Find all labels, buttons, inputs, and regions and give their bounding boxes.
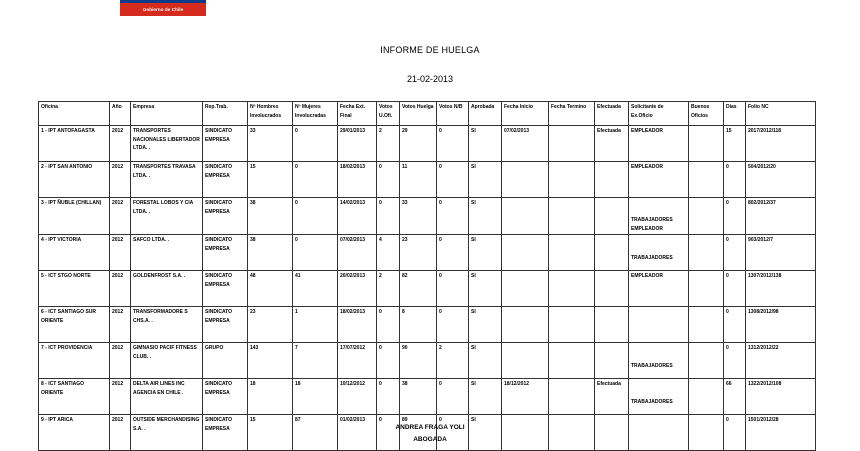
requester-top: EMPLEADOR <box>631 164 663 170</box>
company-cell: TRANSPORTES TRAVASA LTDA. . <box>131 162 203 198</box>
year-cell: 2012 <box>110 126 131 162</box>
men-count-cell: 38 <box>248 235 293 271</box>
year-cell: 2012 <box>110 415 131 451</box>
end-date-cell <box>549 271 595 307</box>
requester-top: EMPLEADOR <box>631 273 663 280</box>
folio-cell: 903/2012/7 <box>746 235 816 271</box>
strike-votes-cell: 90 <box>400 343 437 379</box>
blank-votes-cell: 0 <box>437 126 469 162</box>
final-extension-date-cell: 29/01/2013 <box>338 126 377 162</box>
table-row <box>39 126 816 162</box>
column-header: Oficina <box>39 102 110 126</box>
column-header: Nº Hombres Involucrados <box>248 102 293 126</box>
column-header: Votos N/B <box>437 102 469 126</box>
folio-cell: 802/2012/37 <box>746 198 816 235</box>
office-cell: 8 - ICT SANTIAGO ORIENTE <box>39 379 110 415</box>
folio-cell: 1322/2012/108 <box>746 379 816 415</box>
requester-top <box>631 308 686 317</box>
executed-cell <box>595 415 629 451</box>
good-offices-cell <box>689 271 724 307</box>
official-votes-cell: 0 <box>377 343 400 379</box>
year-cell: 2012 <box>110 307 131 343</box>
end-date-cell <box>549 198 595 235</box>
column-header: Solicitante de Ex.Oficio <box>629 102 689 126</box>
days-cell: 0 <box>724 235 746 271</box>
women-count-cell: 0 <box>293 126 338 162</box>
blank-votes-cell: 0 <box>437 162 469 198</box>
strike-votes-cell: 8 <box>400 307 437 343</box>
men-count-cell: 18 <box>248 379 293 415</box>
women-count-cell: 18 <box>293 379 338 415</box>
folio-cell: 2017/2012/118 <box>746 126 816 162</box>
column-header: Empresa <box>131 102 203 126</box>
worker-rep-cell: SINDICATO EMPRESA <box>203 162 248 198</box>
good-offices-cell <box>689 379 724 415</box>
logo-red-band <box>120 3 206 16</box>
requester-cell <box>629 235 689 271</box>
worker-rep-cell: GRUPO <box>203 343 248 379</box>
days-cell: 0 <box>724 343 746 379</box>
start-date-cell <box>502 415 549 451</box>
good-offices-cell <box>689 162 724 198</box>
worker-rep-cell: SINDICATO EMPRESA <box>203 415 248 451</box>
gobierno-de-chile-logo <box>120 0 206 16</box>
table-row <box>39 235 816 271</box>
requester-cell <box>629 162 689 198</box>
women-count-cell: 0 <box>293 198 338 235</box>
requester-cell <box>629 126 689 162</box>
start-date-cell: 07/02/2013 <box>502 126 549 162</box>
strike-report-table <box>38 101 816 451</box>
good-offices-cell <box>689 126 724 162</box>
good-offices-cell <box>689 343 724 379</box>
column-header: Fecha Inicio <box>502 102 549 126</box>
final-extension-date-cell: 01/02/2013 <box>338 415 377 451</box>
executed-cell <box>595 307 629 343</box>
start-date-cell: 18/12/2012 <box>502 379 549 415</box>
table-body <box>39 126 816 451</box>
year-cell: 2012 <box>110 379 131 415</box>
requester-bottom: TRABAJADORES <box>631 254 673 261</box>
start-date-cell <box>502 162 549 198</box>
good-offices-cell <box>689 307 724 343</box>
year-cell: 2012 <box>110 271 131 307</box>
signatory-name: ANDREA FRAGA YOLI <box>395 424 465 431</box>
executed-cell <box>595 198 629 235</box>
requester-cell <box>629 198 689 235</box>
good-offices-cell <box>689 198 724 235</box>
days-cell: 0 <box>724 307 746 343</box>
requester-top <box>631 380 686 389</box>
requester-top <box>631 236 686 245</box>
column-header: Aprobada <box>469 102 502 126</box>
end-date-cell <box>549 235 595 271</box>
company-cell: TRANSFORMADORE S CHS.A. . <box>131 307 203 343</box>
final-extension-date-cell: 07/02/2013 <box>338 235 377 271</box>
folio-cell: 1312/2012/22 <box>746 343 816 379</box>
office-cell: 2 - IPT SAN ANTONIO <box>39 162 110 198</box>
start-date-cell <box>502 198 549 235</box>
approved-cell: SI <box>469 307 502 343</box>
worker-rep-cell: SINDICATO EMPRESA <box>203 235 248 271</box>
strike-votes-cell: 82 <box>400 271 437 307</box>
strike-votes-cell: 89 <box>400 415 437 451</box>
office-cell: 6 - ICT SANTIAGO SUR ORIENTE <box>39 307 110 343</box>
start-date-cell <box>502 343 549 379</box>
good-offices-cell <box>689 415 724 451</box>
worker-rep-cell: SINDICATO EMPRESA <box>203 271 248 307</box>
company-cell: TRANSPORTES NACIONALES LIBERTADOR LTDA. . <box>131 126 203 162</box>
official-votes-cell: 2 <box>377 126 400 162</box>
executed-cell <box>595 271 629 307</box>
table-row <box>39 379 816 415</box>
approved-cell: SI <box>469 271 502 307</box>
company-cell: GOLDENFROST S.A. . <box>131 271 203 307</box>
strike-votes-cell: 29 <box>400 126 437 162</box>
blank-votes-cell: 0 <box>437 379 469 415</box>
end-date-cell <box>549 379 595 415</box>
year-cell: 2012 <box>110 343 131 379</box>
approved-cell: SI <box>469 126 502 162</box>
men-count-cell: 23 <box>248 307 293 343</box>
end-date-cell <box>549 307 595 343</box>
men-count-cell: 48 <box>248 271 293 307</box>
official-votes-cell: 0 <box>377 415 400 451</box>
worker-rep-cell: SINDICATO EMPRESA <box>203 198 248 235</box>
men-count-cell: 15 <box>248 162 293 198</box>
folio-cell: 1308/2012/98 <box>746 307 816 343</box>
official-votes-cell: 0 <box>377 198 400 235</box>
start-date-cell <box>502 235 549 271</box>
executed-cell: Efectuada <box>595 126 629 162</box>
office-cell: 1 - IPT ANTOFAGASTA <box>39 126 110 162</box>
final-extension-date-cell: 20/02/2013 <box>338 271 377 307</box>
good-offices-cell <box>689 235 724 271</box>
executed-cell: Efectuada <box>595 379 629 415</box>
worker-rep-cell: SINDICATO EMPRESA <box>203 307 248 343</box>
days-cell: 0 <box>724 198 746 235</box>
year-cell: 2012 <box>110 162 131 198</box>
column-header: Año <box>110 102 131 126</box>
strike-votes-cell: 23 <box>400 235 437 271</box>
blank-votes-cell: 0 <box>437 307 469 343</box>
requester-cell <box>629 271 689 307</box>
approved-cell: SI <box>469 162 502 198</box>
start-date-cell <box>502 307 549 343</box>
column-header: Rep.Trab. <box>203 102 248 126</box>
table-header-row <box>39 102 816 126</box>
requester-cell <box>629 343 689 379</box>
days-cell: 66 <box>724 379 746 415</box>
table-row <box>39 271 816 307</box>
approved-cell: SI <box>469 198 502 235</box>
final-extension-date-cell: 18/02/2013 <box>338 307 377 343</box>
official-votes-cell: 0 <box>377 379 400 415</box>
final-extension-date-cell: 17/07/2012 <box>338 343 377 379</box>
column-header: Folio NC <box>746 102 816 126</box>
requester-bottom: TRABAJADORES EMPLEADOR <box>631 217 673 232</box>
year-cell: 2012 <box>110 235 131 271</box>
office-cell: 3 - IPT ÑUBLE (CHILLAN) <box>39 198 110 235</box>
final-extension-date-cell: 10/12/2012 <box>338 379 377 415</box>
official-votes-cell: 2 <box>377 271 400 307</box>
women-count-cell: 7 <box>293 343 338 379</box>
days-cell: 0 <box>724 271 746 307</box>
company-cell: GIMNASIO PACIF FITNESS CLUB. . <box>131 343 203 379</box>
official-votes-cell: 4 <box>377 235 400 271</box>
office-cell: 9 - IPT ARICA <box>39 415 110 451</box>
requester-top <box>631 344 686 353</box>
requester-cell <box>629 307 689 343</box>
executed-cell <box>595 235 629 271</box>
end-date-cell <box>549 343 595 379</box>
worker-rep-cell: SINDICATO EMPRESA <box>203 126 248 162</box>
column-header: Nº Mujeres Involucradas <box>293 102 338 126</box>
days-cell: 15 <box>724 126 746 162</box>
column-header: Buenos Oficios <box>689 102 724 126</box>
requester-cell <box>629 379 689 415</box>
women-count-cell: 0 <box>293 235 338 271</box>
company-cell: SAFCO LTDA. . <box>131 235 203 271</box>
requester-bottom: TRABAJADORES <box>631 362 673 369</box>
blank-votes-cell: 0 <box>437 235 469 271</box>
blank-votes-cell: 2 <box>437 343 469 379</box>
men-count-cell: 15 <box>248 415 293 451</box>
table-row <box>39 415 816 451</box>
women-count-cell: 0 <box>293 162 338 198</box>
column-header: Fecha Ext. Final <box>338 102 377 126</box>
report-title: INFORME DE HUELGA <box>380 45 480 55</box>
column-header: Votos U.Ofi. <box>377 102 400 126</box>
start-date-cell <box>502 271 549 307</box>
column-header: Fecha Termino <box>549 102 595 126</box>
final-extension-date-cell: 14/02/2013 <box>338 198 377 235</box>
days-cell: 0 <box>724 415 746 451</box>
worker-rep-cell: SINDICATO EMPRESA <box>203 379 248 415</box>
strike-votes-cell: 33 <box>400 198 437 235</box>
logo-text: Gobierno de Chile <box>142 7 184 12</box>
official-votes-cell: 0 <box>377 162 400 198</box>
requester-top <box>631 199 686 208</box>
signatory-position: ABOGADA <box>413 436 447 443</box>
requester-bottom: TRABAJADORES <box>631 398 673 405</box>
approved-cell: SI <box>469 235 502 271</box>
table-row <box>39 198 816 235</box>
table-row <box>39 343 816 379</box>
requester-cell <box>629 415 689 451</box>
end-date-cell <box>549 415 595 451</box>
column-header: Días <box>724 102 746 126</box>
company-cell: FORESTAL LOBOS Y CIA LTDA. . <box>131 198 203 235</box>
year-cell: 2012 <box>110 198 131 235</box>
table-row <box>39 307 816 343</box>
end-date-cell <box>549 126 595 162</box>
executed-cell <box>595 343 629 379</box>
office-cell: 4 - IPT VICTORIA <box>39 235 110 271</box>
folio-cell: 504/2012/20 <box>746 162 816 198</box>
folio-cell: 1307/2012/138 <box>746 271 816 307</box>
blank-votes-cell: 0 <box>437 415 469 451</box>
official-votes-cell: 0 <box>377 307 400 343</box>
report-date: 21-02-2013 <box>406 74 454 84</box>
column-header: Votos Huelga <box>400 102 437 126</box>
executed-cell <box>595 162 629 198</box>
blank-votes-cell: 0 <box>437 198 469 235</box>
men-count-cell: 143 <box>248 343 293 379</box>
women-count-cell: 41 <box>293 271 338 307</box>
company-cell: DELTA AIR LINES INC AGENCIA EN CHILE . <box>131 379 203 415</box>
approved-cell: SI <box>469 379 502 415</box>
end-date-cell <box>549 162 595 198</box>
women-count-cell: 1 <box>293 307 338 343</box>
table-row <box>39 162 816 198</box>
women-count-cell: 87 <box>293 415 338 451</box>
approved-cell: SI <box>469 343 502 379</box>
column-header: Efectuada <box>595 102 629 126</box>
office-cell: 5 - ICT STGO NORTE <box>39 271 110 307</box>
days-cell: 0 <box>724 162 746 198</box>
men-count-cell: 38 <box>248 198 293 235</box>
strike-votes-cell: 11 <box>400 162 437 198</box>
final-extension-date-cell: 18/02/2013 <box>338 162 377 198</box>
approved-cell: SI <box>469 415 502 451</box>
blank-votes-cell: 0 <box>437 271 469 307</box>
folio-cell: 1501/2012/28 <box>746 415 816 451</box>
office-cell: 7 - ICT PROVIDENCIA <box>39 343 110 379</box>
company-cell: OUTSIDE MERCHANDISING S.A. . <box>131 415 203 451</box>
men-count-cell: 33 <box>248 126 293 162</box>
requester-top: EMPLEADOR <box>631 128 663 134</box>
strike-votes-cell: 38 <box>400 379 437 415</box>
